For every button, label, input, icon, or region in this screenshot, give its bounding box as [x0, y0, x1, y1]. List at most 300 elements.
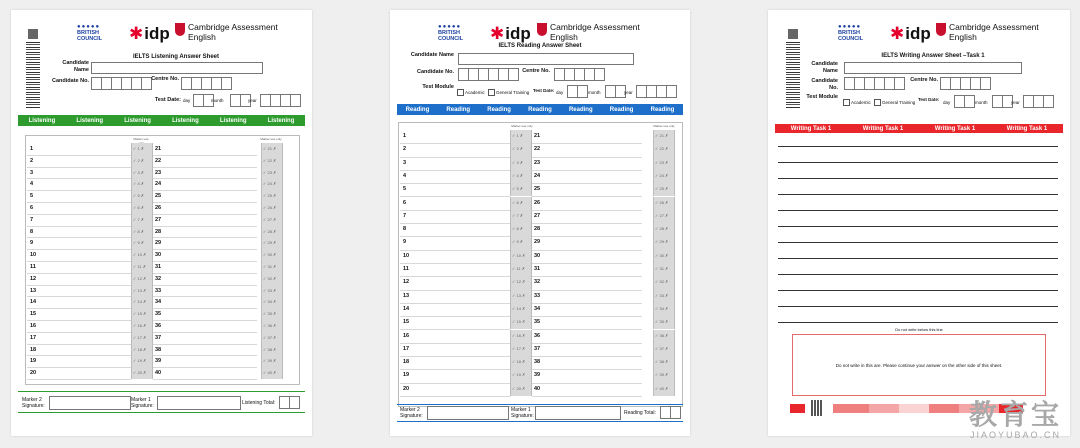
row-number: 7 [30, 216, 34, 223]
row-number: 26 [155, 205, 162, 211]
year-field[interactable] [1023, 95, 1053, 108]
writing-line [778, 290, 1058, 291]
band-label: Writing Task 1 [790, 125, 832, 132]
tick-cross-icon: ✓ 4 ✗ [512, 172, 524, 178]
tick-cross-icon: ✓ 4 ✗ [133, 181, 145, 187]
sheet-title: IELTS Reading Answer Sheet [498, 43, 582, 49]
marker-use-only-label: Marker use only [260, 137, 282, 141]
sheet-title: IELTS Listening Answer Sheet [132, 54, 219, 60]
row-number: 18 [30, 346, 37, 353]
listening-answer-sheet [11, 10, 312, 436]
tick-cross-icon: ✓ 34 ✗ [655, 305, 669, 311]
answer-row[interactable] [532, 157, 642, 171]
total-field[interactable] [660, 406, 680, 419]
tick-cross-icon: ✓ 39 ✗ [655, 372, 669, 378]
row-number: 22 [155, 157, 162, 164]
row-number: 35 [534, 319, 541, 326]
band-label: Listening [76, 117, 104, 124]
tick-cross-icon: ✓ 40 ✗ [263, 370, 277, 376]
marker1-label: Marker 1 Signature: [131, 397, 154, 409]
idp-logo: ✱idp [490, 24, 531, 43]
row-number: 32 [534, 279, 541, 286]
row-number: 9 [30, 240, 34, 247]
marker-use-only-label: Marker use only [511, 124, 533, 128]
row-number: 31 [534, 266, 541, 272]
tick-cross-icon: ✓ 5 ✗ [133, 193, 145, 199]
tick-cross-icon: ✓ 31 ✗ [263, 264, 277, 269]
tick-cross-icon: ✓ 30 ✗ [263, 252, 277, 258]
candidate-no-field[interactable] [458, 68, 518, 81]
row-number: 22 [534, 146, 541, 153]
tick-cross-icon: ✓ 8 ✗ [512, 226, 524, 232]
answer-row[interactable] [532, 263, 642, 277]
answer-row[interactable] [400, 343, 510, 357]
logos [768, 22, 1070, 48]
tick-cross-icon: ✓ 33 ✗ [263, 287, 277, 293]
row-number: 4 [30, 181, 34, 188]
reading-answer-sheet [390, 10, 690, 436]
row-number: 5 [30, 193, 34, 200]
day-field[interactable] [193, 94, 213, 107]
writing-line [778, 146, 1058, 147]
tick-cross-icon: ✓ 23 ✗ [655, 159, 669, 165]
tick-cross-icon: ✓ 8 ✗ [133, 228, 145, 234]
row-number: 26 [534, 199, 541, 206]
answer-row[interactable] [532, 183, 642, 197]
answer-row[interactable] [532, 197, 642, 211]
tick-cross-icon: ✓ 10 ✗ [512, 252, 526, 258]
tick-cross-icon: ✓ 10 ✗ [133, 252, 147, 258]
tick-cross-icon: ✓ 19 ✗ [512, 372, 526, 378]
idp-logo: ✱idp [890, 24, 931, 43]
candidate-name-field[interactable] [844, 62, 1022, 74]
tick-cross-icon: ✓ 26 ✗ [655, 199, 669, 205]
tick-cross-icon: ✓ 15 ✗ [512, 319, 526, 325]
tick-cross-icon: ✓ 18 ✗ [512, 359, 526, 365]
row-number: 34 [534, 305, 541, 312]
candidate-no-label: Candidate No. [417, 69, 454, 75]
row-number: 31 [155, 264, 162, 270]
tick-cross-icon: ✓ 22 ✗ [655, 146, 669, 152]
answer-row[interactable] [532, 130, 642, 144]
answer-row[interactable] [400, 183, 510, 197]
tick-cross-icon: ✓ 7 ✗ [512, 212, 524, 218]
band-label: Listening [219, 117, 247, 124]
tick-cross-icon: ✓ 26 ✗ [263, 205, 277, 210]
row-number: 2 [30, 157, 34, 164]
answer-row[interactable] [532, 369, 642, 383]
tick-cross-icon: ✓ 12 ✗ [512, 279, 526, 285]
tick-cross-icon: ✓ 31 ✗ [655, 266, 669, 271]
writing-band [775, 124, 1063, 133]
row-number: 28 [155, 228, 162, 235]
answer-row[interactable] [400, 210, 510, 224]
band-label: Writing Task 1 [862, 125, 904, 132]
row-number: 2 [403, 146, 407, 153]
tick-cross-icon: ✓ 9 ✗ [512, 239, 524, 245]
test-module-label: Test Module [422, 84, 454, 90]
barcode [786, 42, 800, 108]
writing-lines[interactable] [778, 138, 1058, 328]
row-number: 25 [534, 186, 541, 193]
writing-line [778, 242, 1058, 243]
row-number: 1 [403, 133, 407, 139]
band-label: Listening [124, 117, 151, 124]
candidate-no-label: Candidate No. [52, 78, 89, 84]
band-label: Writing Task 1 [934, 125, 976, 132]
candidate-no-field[interactable] [91, 77, 151, 90]
row-number: 3 [30, 169, 34, 176]
answer-row[interactable] [400, 157, 510, 171]
tick-cross-icon: ✓ 13 ✗ [512, 292, 526, 298]
tick-cross-icon: ✓ 27 ✗ [655, 212, 669, 218]
tick-cross-icon: ✓ 22 ✗ [263, 157, 277, 163]
tick-cross-icon: ✓ 2 ✗ [133, 157, 145, 163]
tick-cross-icon: ✓ 18 ✗ [133, 346, 147, 352]
tick-cross-icon: ✓ 28 ✗ [655, 226, 669, 232]
total-field[interactable] [279, 396, 299, 409]
row-number: 18 [403, 359, 410, 366]
centre-no-label: Centre No. [522, 68, 550, 74]
tick-cross-icon: ✓ 6 ✗ [512, 199, 524, 205]
answer-row[interactable] [532, 356, 642, 370]
row-number: 36 [155, 323, 162, 329]
row-number: 10 [30, 252, 37, 259]
marker-use-only-label: Marker use only [653, 124, 675, 128]
row-number: 14 [30, 299, 37, 306]
row-number: 19 [403, 372, 410, 379]
test-date-label: Test Date: [918, 97, 940, 102]
writing-line [778, 322, 1058, 323]
tick-cross-icon: ✓ 20 ✗ [512, 385, 526, 391]
answer-row[interactable] [532, 330, 642, 344]
test-date-label: Test Date: [533, 88, 555, 93]
tick-cross-icon: ✓ 27 ✗ [263, 216, 277, 222]
band-label: Listening [28, 117, 56, 124]
tick-cross-icon: ✓ 37 ✗ [263, 334, 277, 340]
row-number: 21 [155, 146, 162, 152]
tick-cross-icon: ✓ 3 ✗ [133, 169, 145, 175]
month-label: month [211, 98, 224, 103]
british-council-logo: ●●●●● BRITISH COUNCIL [438, 24, 464, 42]
answer-row[interactable] [400, 290, 510, 304]
answer-row[interactable] [532, 223, 642, 237]
centre-no-field[interactable] [181, 77, 231, 90]
answer-row[interactable] [400, 276, 510, 290]
reading-band [397, 104, 683, 115]
writing-line [778, 194, 1058, 195]
tick-cross-icon: ✓ 6 ✗ [133, 205, 145, 210]
marker1-signature-field[interactable] [535, 406, 621, 420]
tick-cross-icon: ✓ 16 ✗ [512, 332, 526, 338]
writing-line [778, 210, 1058, 211]
answer-row[interactable] [400, 330, 510, 344]
row-number: 4 [403, 172, 407, 179]
tick-cross-icon: ✓ 17 ✗ [133, 334, 147, 340]
answer-row[interactable] [400, 250, 510, 264]
row-number: 20 [30, 370, 37, 377]
tick-cross-icon: ✓ 14 ✗ [133, 299, 147, 305]
band-label: Reading [487, 106, 511, 113]
test-module-label: Test Module [806, 94, 838, 100]
tick-cross-icon: ✓ 24 ✗ [263, 181, 277, 187]
month-field[interactable] [230, 94, 250, 107]
row-number: 3 [403, 159, 407, 166]
row-number: 6 [403, 199, 407, 206]
tick-cross-icon: ✓ 7 ✗ [133, 216, 145, 222]
year-field[interactable] [636, 85, 676, 98]
row-number: 27 [534, 212, 541, 219]
answer-row[interactable] [400, 143, 510, 157]
writing-answer-sheet [768, 10, 1070, 436]
row-number: 15 [30, 311, 37, 318]
candidate-name-label: Candidate Name [811, 61, 838, 74]
row-number: 8 [403, 226, 407, 233]
answer-row[interactable] [532, 250, 642, 264]
marker-use-only-label: Marker use [133, 137, 149, 141]
no-write-area [792, 334, 1046, 396]
marker1-signature-field[interactable] [157, 396, 241, 410]
row-number: 11 [403, 266, 409, 272]
answer-row[interactable] [532, 303, 642, 317]
candidate-name-label: Candidate Name [410, 52, 454, 58]
answer-row[interactable] [400, 263, 510, 277]
cambridge-shield-icon [936, 23, 946, 36]
row-number: 29 [534, 239, 541, 246]
row-number: 23 [155, 169, 162, 176]
row-number: 33 [155, 287, 162, 294]
row-number: 36 [534, 332, 541, 339]
band-label: Writing Task 1 [1006, 125, 1048, 132]
tick-cross-icon: ✓ 36 ✗ [655, 332, 669, 338]
year-label: year [1011, 100, 1020, 105]
answer-row[interactable] [400, 316, 510, 330]
tick-cross-icon: ✓ 1 ✗ [133, 146, 145, 151]
row-number: 14 [403, 305, 410, 312]
band-label: Reading [446, 106, 471, 113]
answer-row[interactable] [532, 210, 642, 224]
answer-row[interactable] [532, 290, 642, 304]
row-number: 40 [155, 370, 162, 377]
month-label: month [975, 100, 988, 105]
tick-cross-icon: ✓ 25 ✗ [655, 186, 669, 192]
row-number: 30 [155, 252, 162, 259]
writing-line [778, 274, 1058, 275]
row-number: 37 [534, 345, 541, 352]
row-number: 19 [30, 358, 37, 365]
row-number: 33 [534, 292, 541, 299]
row-number: 12 [30, 275, 37, 282]
row-number: 34 [155, 299, 162, 306]
answer-row[interactable] [532, 236, 642, 250]
row-number: 7 [403, 212, 407, 219]
cambridge-shield-icon [175, 23, 185, 36]
row-number: 28 [534, 226, 541, 233]
row-number: 17 [403, 345, 410, 352]
tick-cross-icon: ✓ 21 ✗ [655, 133, 669, 138]
marker2-signature-field[interactable] [49, 396, 131, 410]
day-label: day [183, 98, 191, 103]
marker2-signature-field[interactable] [427, 406, 509, 420]
tick-cross-icon: ✓ 35 ✗ [655, 319, 669, 325]
footer-divider [397, 421, 683, 422]
footer-divider [397, 404, 683, 405]
writing-line [778, 226, 1058, 227]
answer-row[interactable] [400, 303, 510, 317]
marker2-label: Marker 2 Signature: [22, 397, 45, 409]
watermark-cn: 教育宝 [968, 398, 1062, 431]
tick-cross-icon: ✓ 1 ✗ [512, 133, 524, 138]
band-label: Reading [650, 106, 675, 113]
tick-cross-icon: ✓ 12 ✗ [133, 275, 147, 281]
academic-checkbox[interactable] [843, 99, 850, 106]
band-label: Reading [528, 106, 552, 113]
tick-cross-icon: ✓ 9 ✗ [133, 240, 145, 246]
year-field[interactable] [260, 94, 300, 107]
tick-cross-icon: ✓ 36 ✗ [263, 323, 277, 328]
row-number: 21 [534, 133, 541, 139]
candidate-name-field[interactable] [91, 62, 263, 74]
answer-row[interactable] [400, 236, 510, 250]
marker1-label: Marker 1 Signature: [511, 407, 534, 419]
centre-no-label: Centre No. [151, 76, 179, 82]
answer-row[interactable] [400, 369, 510, 383]
academic-checkbox[interactable] [457, 89, 464, 96]
candidate-no-field[interactable] [844, 77, 904, 90]
tick-cross-icon: ✓ 20 ✗ [133, 370, 147, 376]
footer-divider [18, 391, 305, 392]
answer-row[interactable] [532, 170, 642, 184]
tick-cross-icon: ✓ 13 ✗ [133, 287, 147, 293]
sheet-title: IELTS Writing Answer Sheet –Task 1 [881, 53, 985, 59]
year-label: year [624, 90, 633, 95]
candidate-name-field[interactable] [458, 53, 634, 65]
answer-row[interactable] [532, 316, 642, 330]
candidate-no-label: Candidate No. [811, 78, 838, 91]
tick-cross-icon: ✓ 29 ✗ [655, 239, 669, 245]
tick-cross-icon: ✓ 30 ✗ [655, 252, 669, 258]
writing-line [778, 162, 1058, 163]
writing-line [778, 178, 1058, 179]
tick-cross-icon: ✓ 39 ✗ [263, 358, 277, 364]
tick-cross-icon: ✓ 33 ✗ [655, 292, 669, 298]
centre-no-field[interactable] [554, 68, 604, 81]
answer-row[interactable] [400, 356, 510, 370]
tick-cross-icon: ✓ 35 ✗ [263, 311, 277, 317]
tick-cross-icon: ✓ 38 ✗ [263, 346, 277, 352]
row-number: 25 [155, 193, 162, 200]
answer-row[interactable] [153, 367, 257, 380]
tick-cross-icon: ✓ 19 ✗ [133, 358, 147, 364]
row-number: 37 [155, 334, 162, 341]
marker2-label: Marker 2 Signature: [400, 407, 423, 419]
tick-cross-icon: ✓ 32 ✗ [655, 279, 669, 285]
tick-cross-icon: ✓ 23 ✗ [263, 169, 277, 175]
below-line-note: Do not write below this line [895, 327, 943, 332]
tick-cross-icon: ✓ 32 ✗ [263, 275, 277, 281]
candidate-name-label: Candidate Name [62, 60, 89, 73]
month-field[interactable] [992, 95, 1012, 108]
band-label: Reading [405, 106, 430, 113]
row-number: 1 [30, 146, 34, 152]
row-number: 16 [403, 332, 410, 339]
general-training-checkbox[interactable] [874, 99, 881, 106]
cambridge-logo: Cambridge Assessment English [188, 22, 278, 42]
row-number: 5 [403, 186, 407, 193]
barcode [26, 42, 40, 108]
watermark [969, 400, 1062, 440]
row-number: 8 [30, 228, 34, 235]
row-number: 9 [403, 239, 407, 246]
centre-no-label: Centre No. [910, 77, 938, 83]
general-training-label: General Training [882, 100, 916, 105]
answer-row[interactable] [532, 276, 642, 290]
day-field[interactable] [954, 95, 974, 108]
row-number: 38 [534, 359, 541, 366]
tick-cross-icon: ✓ 29 ✗ [263, 240, 277, 246]
row-number: 12 [403, 279, 410, 286]
answer-row[interactable] [532, 143, 642, 157]
answer-row[interactable] [27, 367, 131, 380]
row-number: 11 [30, 264, 36, 270]
row-number: 23 [534, 159, 541, 166]
answer-row[interactable] [400, 170, 510, 184]
row-number: 6 [30, 205, 34, 211]
british-council-logo: ●●●●● BRITISH COUNCIL [838, 24, 864, 42]
row-number: 20 [403, 385, 410, 392]
answer-row[interactable] [532, 343, 642, 357]
tick-cross-icon: ✓ 34 ✗ [263, 299, 277, 305]
academic-label: Academic [851, 100, 871, 105]
tick-cross-icon: ✓ 3 ✗ [512, 159, 524, 165]
watermark-en: JIAOYUBAO.CN [969, 430, 1061, 440]
row-number: 38 [155, 346, 162, 353]
row-number: 13 [30, 287, 37, 294]
tick-cross-icon: ✓ 17 ✗ [512, 345, 526, 351]
writing-line [778, 258, 1058, 259]
total-label: Listening Total: [242, 400, 276, 406]
tick-cross-icon: ✓ 38 ✗ [655, 359, 669, 365]
answer-row[interactable] [400, 383, 510, 397]
answer-row[interactable] [400, 130, 510, 144]
total-label: Reading Total: [624, 410, 656, 416]
row-number: 24 [155, 181, 162, 188]
logos [11, 22, 312, 48]
month-label: month [588, 90, 601, 95]
row-number: 13 [403, 292, 410, 299]
academic-label: Academic [465, 90, 485, 95]
centre-no-field[interactable] [940, 77, 990, 90]
answer-row[interactable] [532, 383, 642, 397]
tick-cross-icon: ✓ 21 ✗ [263, 146, 277, 151]
day-field[interactable] [567, 85, 587, 98]
row-number: 39 [155, 358, 162, 365]
band-label: Reading [568, 106, 593, 113]
tick-cross-icon: ✓ 14 ✗ [512, 305, 526, 311]
writing-line [778, 306, 1058, 307]
row-number: 24 [534, 172, 541, 179]
general-training-checkbox[interactable] [488, 89, 495, 96]
listening-band [18, 115, 305, 126]
answer-row[interactable] [400, 197, 510, 211]
tick-cross-icon: ✓ 5 ✗ [512, 186, 524, 192]
tick-cross-icon: ✓ 25 ✗ [263, 193, 277, 199]
month-field[interactable] [605, 85, 625, 98]
no-write-notice: Do not write in this are. Please continue your answer on the other side of this sheet. [835, 363, 1003, 368]
band-label: Reading [609, 106, 634, 113]
row-number: 40 [534, 385, 541, 392]
answer-row[interactable] [400, 223, 510, 237]
